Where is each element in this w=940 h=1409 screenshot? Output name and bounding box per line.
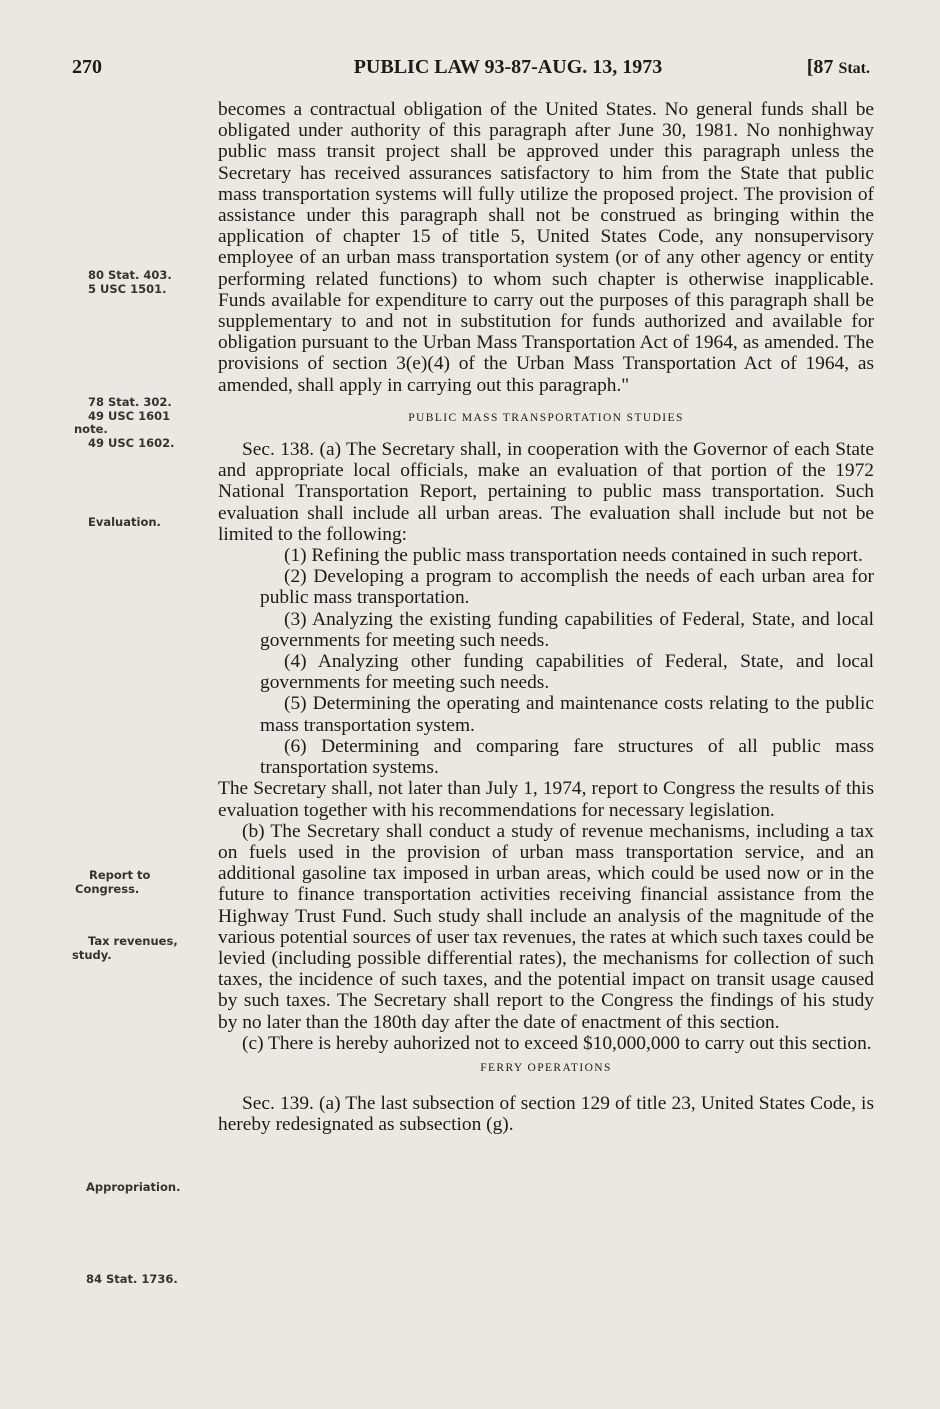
- section-138-label: Sec. 138.: [242, 439, 315, 461]
- margin-note-evaluation: Evaluation.: [88, 515, 161, 529]
- evaluation-item-6: (6) Determining and comparing fare structures of all public mass transportation systems.: [260, 735, 874, 779]
- stat-reference: [87 Stat.: [806, 56, 870, 78]
- evaluation-item-3: (3) Analyzing the existing funding capabilities of Federal, State, and local governments for meeting such needs.: [260, 608, 874, 651]
- evaluation-item-1: (1) Refining the public mass transportation needs contained in such report.: [284, 545, 863, 567]
- report-to-congress-paragraph: The Secretary shall, not later than July 1, 1974, report to Congress the results of this evaluation together with his recommendations for necessary legislation.: [218, 778, 874, 821]
- subsection-b-paragraph: (b) The Secretary shall conduct a study of revenue mechanisms, including a tax on fuels used in the provision of urban mass transportation service, and an additional gasoline tax imposed in urban areas, which could be used now or in the future to finance transportation activities receiving financial assistance from the Highway Trust Fund. Such study shall include an analysis of the magnitude of the various potential sources of user tax revenues, the rates at which such taxes could be levied (including possible differential rates), the mechanisms for collection of such taxes, the incidence of such taxes, and the potential impact on transit usage caused by such taxes. The Secretary shall report to the Congress the findings of his study by no later than the 180th day after the date of enactment of this section.: [218, 820, 874, 1033]
- evaluation-item-4: (4) Analyzing other funding capabilities of Federal, State, and local governments for meeting such needs.: [260, 651, 874, 694]
- margin-note-appropriation: Appropriation.: [86, 1180, 181, 1194]
- evaluation-item-5: (5) Determining the operating and maintenance costs relating to the public mass transportation system.: [260, 693, 874, 736]
- stat-abbrev: Stat.: [838, 60, 870, 77]
- subsection-c-paragraph: (c) There is hereby auhorized not to exceed $10,000,000 to carry out this section.: [242, 1032, 872, 1054]
- margin-note-tax-revenues: Tax revenues, study.: [72, 934, 178, 962]
- margin-note-80-stat-403: 80 Stat. 403. 5 USC 1501.: [88, 268, 172, 296]
- page-number: 270: [72, 56, 102, 78]
- margin-note-78-stat-302: 78 Stat. 302. 49 USC 1601 note. 49 USC 1602.: [74, 395, 175, 450]
- continuation-paragraph: becomes a contractual obligation of the United States. No general funds shall be obligated under authority of this paragraph after June 30, 1981. No nonhighway public mass transit project shall be approved under this paragraph unless the Secretary has received assurances satisfactory to him from the State that public mass transportation systems will fully utilize the proposed project. The provision of assistance under this paragraph shall not be construed as bringing within the application of chapter 15 of title 5, United States Code, any nonsupervisory employee of an urban mass transportation system (or of any other agency or entity performing related functions) to whom such chapter is otherwise inapplicable. Funds available for expenditure to carry out the purposes of this paragraph shall be supplementary to and not in substitution for funds authorized and available for obligation pursuant to the Urban Mass Transportation Act of 1964, as amended. The provisions of section 3(e)(4) of the Urban Mass Transportation Act of 1964, as amended, shall apply in carrying out this paragraph.": [218, 99, 874, 396]
- evaluation-item-2: (2) Developing a program to accomplish the needs of each urban area for public mass transportation.: [260, 566, 874, 609]
- section-139-paragraph: Sec. 139. (a) The last subsection of section 129 of title 23, United States Code, is hereby redesignated as subsection (g).: [218, 1093, 874, 1136]
- section-139-label: Sec. 139.: [242, 1093, 314, 1115]
- document-body: [218, 99, 874, 1136]
- section-138-intro: Sec. 138. (a) The Secretary shall, in cooperation with the Governor of each State and appropriate local officials, make an evaluation of that portion of the 1972 National Transportation Report, pertaining to public mass transportation. Such evaluation shall include all urban areas. The evaluation shall include but not be limited to the following:: [218, 439, 874, 545]
- section-138-heading: PUBLIC MASS TRANSPORTATION STUDIES: [408, 411, 684, 424]
- section-139-heading: FERRY OPERATIONS: [480, 1061, 612, 1074]
- margin-note-84-stat-1736: 84 Stat. 1736.: [86, 1272, 178, 1286]
- page-header: [0, 56, 940, 86]
- running-title: PUBLIC LAW 93-87-AUG. 13, 1973: [353, 56, 663, 78]
- margin-note-report-to-congress: Report to Congress.: [75, 868, 151, 896]
